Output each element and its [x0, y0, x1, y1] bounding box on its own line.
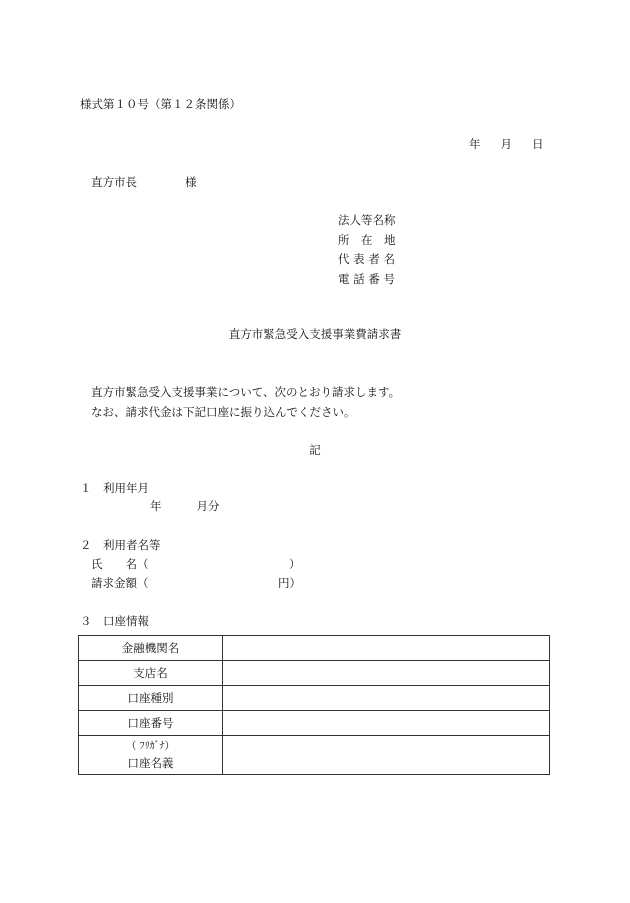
- amount-line: [91, 576, 149, 590]
- ki-mark: 記: [309, 443, 321, 457]
- account-number-label: 口座番号: [79, 711, 223, 736]
- bank-name-field[interactable]: [223, 636, 550, 661]
- user-name-close: ）: [289, 557, 301, 571]
- branch-name-label: 支店名: [79, 661, 223, 686]
- section2-heading: ２ 利用者名等: [80, 538, 161, 552]
- date-year: 年: [469, 137, 481, 151]
- branch-name-field[interactable]: [223, 661, 550, 686]
- bank-name-label: 金融機関名: [79, 636, 223, 661]
- usage-month-label: 月分: [196, 499, 220, 513]
- date-month: 月: [500, 137, 512, 151]
- user-name-line: [91, 557, 149, 571]
- account-type-label: 口座種別: [79, 686, 223, 711]
- applicant-address-label: 所 在 地: [338, 232, 396, 247]
- amount-label: 請求金額（: [91, 576, 149, 590]
- applicant-block: [338, 211, 396, 289]
- addressee: [91, 175, 197, 189]
- section1-heading: １ 利用年月: [80, 481, 149, 495]
- applicant-phone-label: 電 話 番 号: [338, 271, 395, 286]
- furigana-label: （ ﾌﾘｶﾞﾅ）: [126, 741, 175, 752]
- account-holder-field[interactable]: [223, 736, 550, 775]
- addressee-honorific: 様: [185, 175, 197, 189]
- addressee-name: 直方市長: [91, 175, 137, 189]
- date-day: 日: [532, 137, 544, 151]
- applicant-representative-label: 代 表 者 名: [338, 252, 395, 266]
- applicant-corp-name-label: 法人等名称: [338, 213, 396, 227]
- table-row: [79, 661, 550, 686]
- account-number-field[interactable]: [223, 711, 550, 736]
- section3-heading: ３ 口座情報: [80, 614, 149, 628]
- table-row: [79, 711, 550, 736]
- account-holder-label-cell: [79, 736, 223, 775]
- form-number: 様式第１０号（第１２条関係）: [80, 97, 241, 111]
- account-holder-label: 口座名義: [127, 756, 174, 770]
- document-title: 直方市緊急受入支援事業費請求書: [228, 327, 402, 341]
- amount-close: 円）: [278, 576, 301, 590]
- body-line-1: 直方市緊急受入支援事業について、次のとおり請求します。: [91, 385, 401, 399]
- user-name-label: 氏 名（: [91, 557, 149, 571]
- usage-period-line: [150, 499, 220, 513]
- date-line: [469, 137, 544, 151]
- body-line-2: なお、請求代金は下記口座に振り込んでください。: [91, 405, 356, 419]
- body-text: [91, 382, 400, 422]
- table-row: [79, 736, 550, 775]
- usage-year-label: 年: [150, 499, 162, 513]
- account-type-field[interactable]: [223, 686, 550, 711]
- table-row: [79, 686, 550, 711]
- bank-account-table: [78, 635, 550, 775]
- table-row: [79, 636, 550, 661]
